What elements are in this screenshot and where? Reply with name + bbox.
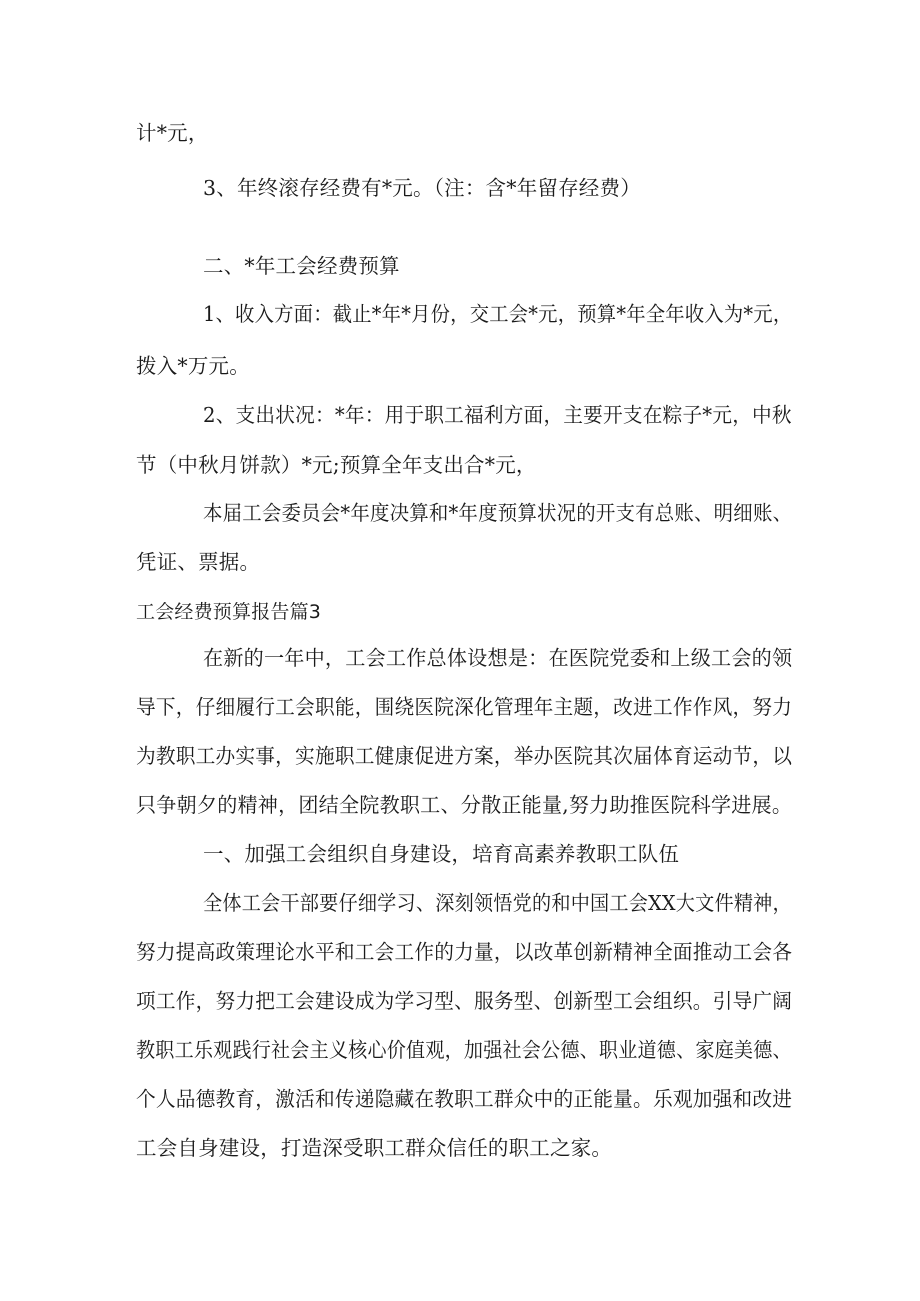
article-title: 工会经费预算报告篇3 bbox=[136, 601, 322, 623]
paragraph-line-5: 全体工会干部要仔细学习、深刻领悟党的和中国工会XX大文件精神， bbox=[203, 891, 792, 915]
paragraph-line-7: 项工作，努力把工会建设成为学习型、服务型、创新型工会组织。引导广阔 bbox=[136, 989, 793, 1013]
paragraph-line-4: 只争朝夕的精神，团结全院教职工、分散正能量,努力助推医院科学进展。 bbox=[136, 793, 793, 817]
paragraph-line-9: 个人品德教育，激活和传递隐藏在教职工群众中的正能量。乐观加强和改进 bbox=[136, 1087, 793, 1111]
paragraph-line-8: 教职工乐观践行社会主义核心价值观，加强社会公德、职业道德、家庭美德、 bbox=[136, 1038, 792, 1062]
text-line-continuation: 计*元， bbox=[136, 121, 209, 145]
paragraph-line-3: 为教职工办实事，实施职工健康促进方案，举办医院其次届体育运动节，以 bbox=[136, 744, 793, 768]
text-line-income-cont: 拨入*万元。 bbox=[136, 354, 250, 378]
text-line-committee: 本届工会委员会*年度决算和*年度预算状况的开支有总账、明细账、 bbox=[203, 501, 793, 525]
section-heading-budget: 二、*年工会经费预算 bbox=[203, 254, 400, 278]
section-heading-construction: 一、加强工会组织自身建设，培育高素养教职工队伍 bbox=[203, 842, 680, 866]
paragraph-line-2: 导下，仔细履行工会职能，围绕医院深化管理年主题，改进工作作风，努力 bbox=[136, 695, 793, 719]
text-line-income: 1、收入方面：截止*年*月份，交工会*元，预算*年全年收入为*元， bbox=[203, 302, 793, 326]
paragraph-line-1: 在新的一年中，工会工作总体设想是：在医院党委和上级工会的领 bbox=[203, 646, 793, 670]
text-line-expense-cont: 节（中秋月饼款）*元;预算全年支出合*元， bbox=[136, 453, 537, 477]
paragraph-line-10: 工会自身建设，打造深受职工群众信任的职工之家。 bbox=[136, 1136, 613, 1160]
text-line-expense: 2、支出状况：*年：用于职工福利方面，主要开支在粽子*元，中秋 bbox=[203, 403, 792, 427]
text-line-item-3: 3、年终滚存经费有*元。（注：含*年留存经费） bbox=[203, 176, 641, 200]
text-line-committee-cont: 凭证、票据。 bbox=[136, 550, 261, 574]
paragraph-line-6: 努力提高政策理论水平和工会工作的力量，以改革创新精神全面推动工会各 bbox=[136, 940, 793, 964]
